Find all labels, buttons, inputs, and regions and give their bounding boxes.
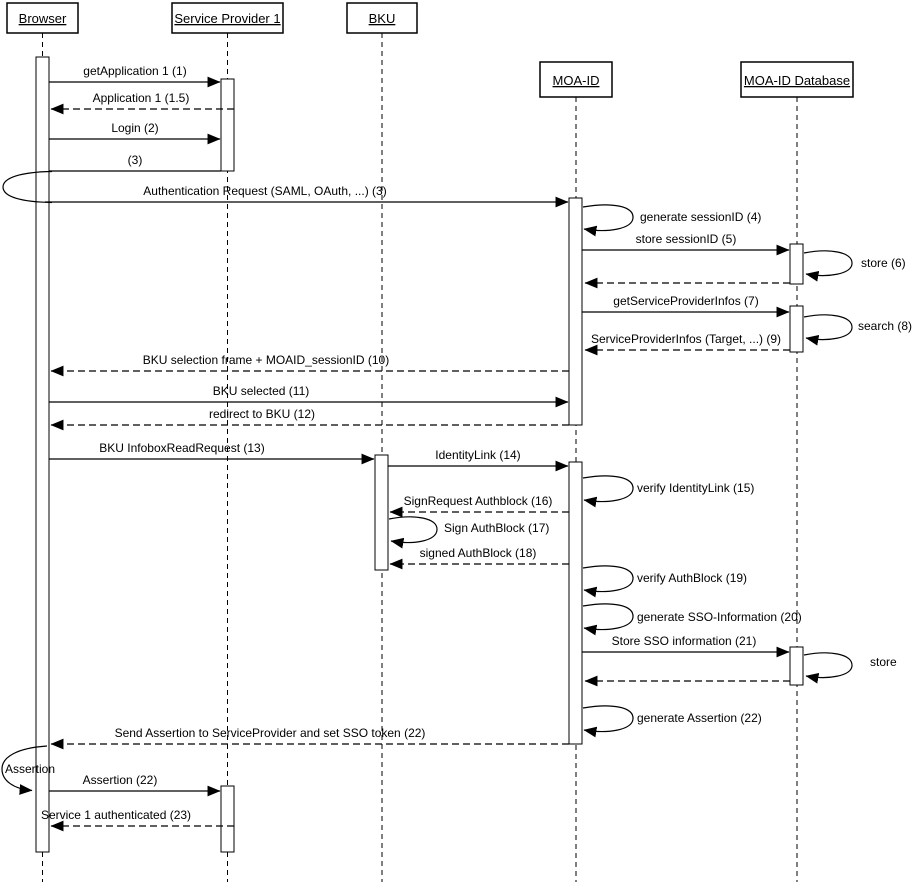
self-loop (583, 706, 633, 732)
msg-service-1-authenticated-23 (41, 808, 234, 826)
msg-bku-infoboxreadrequest-13 (49, 441, 374, 459)
msg-signrequest-authblock-16 (390, 494, 569, 512)
msg-assertion-22 (49, 773, 220, 791)
msg-label: BKU InfoboxReadRequest (13) (99, 441, 265, 455)
msg-label: generate sessionID (4) (640, 210, 762, 224)
msg-label: store sessionID (5) (635, 232, 737, 246)
activation-bku (375, 455, 388, 570)
messages (2, 64, 912, 826)
msg-label: Service 1 authenticated (23) (40, 808, 192, 822)
self-loop (804, 315, 852, 340)
msg-verify-identitylink-15 (583, 476, 754, 502)
msg-label: (3) (127, 153, 143, 167)
msg-identitylink-14 (388, 448, 568, 466)
actor-moa-id (540, 62, 612, 97)
activation-browser (36, 57, 49, 852)
msg-verify-authblock-19 (583, 566, 747, 592)
msg-label: BKU selected (11) (212, 384, 310, 398)
msg-label: search (8) (858, 319, 912, 333)
msg-label: redirect to BKU (12) (208, 407, 316, 421)
msg-label: Assertion (22) (82, 773, 158, 787)
msg-authentication-request-3 (45, 184, 568, 202)
msg-label: signed AuthBlock (18) (419, 546, 537, 560)
msg-label: generate Assertion (22) (637, 711, 762, 725)
msg-getserviceproviderinfos-7 (582, 294, 789, 312)
msg-label: Send Assertion to ServiceProvider and set SSO token (22) (114, 726, 426, 740)
msg-store-6 (804, 251, 906, 276)
msg-send-assertion-22 (51, 726, 569, 744)
msg-store-sessionid-5 (582, 232, 789, 250)
msg-store-sso-information-21 (582, 634, 789, 652)
self-loop (804, 653, 852, 678)
msg-bku-selected-11 (49, 384, 568, 402)
actor-browser-label: Browser (18, 11, 67, 26)
msg-sign-authblock-17 (389, 517, 549, 543)
msg-generate-sso-information-20 (583, 604, 802, 630)
self-loop (583, 604, 633, 630)
msg-label: Store SSO information (21) (611, 634, 757, 648)
actor-bku (347, 3, 417, 33)
msg-label: Authentication Request (SAML, OAuth, ...) (3) (143, 184, 387, 198)
msg-label: store (6) (861, 256, 906, 270)
msg-label: getApplication 1 (1) (83, 64, 187, 78)
msg-search-8 (804, 315, 912, 340)
msg-label: ServiceProviderInfos (Target, ...) (9) (590, 332, 782, 346)
msg-login-2 (49, 121, 220, 139)
msg-label: SignRequest Authblock (16) (403, 494, 553, 508)
lifelines (40, 33, 798, 882)
activation-service-provider-1-a (221, 79, 234, 171)
msg-label: verify IdentityLink (15) (637, 481, 755, 495)
msg-label: verify AuthBlock (19) (637, 571, 748, 585)
actor-moa-id-label: MOA-ID (552, 73, 600, 88)
msg-getapplication-1 (49, 64, 220, 82)
msg-redirect-to-bku-12 (51, 407, 569, 425)
msg-generate-sessionid-4 (583, 205, 761, 231)
activation-moa-id-a (569, 198, 582, 425)
msg-label: store (870, 655, 897, 669)
msg-label: BKU selection frame + MOAID_sessionID (10) (142, 353, 390, 367)
msg-signed-authblock-18 (390, 546, 569, 564)
msg-serviceproviderinfos-9 (585, 332, 790, 350)
msg-store-sso (804, 653, 897, 678)
msg-application-1-5 (51, 91, 234, 109)
activation-service-provider-1-b (221, 786, 234, 852)
actor-moa-id-database-label: MOA-ID Database (743, 73, 851, 88)
msg-label: getServiceProviderInfos (7) (613, 294, 759, 308)
msg-label: IdentityLink (14) (435, 448, 521, 462)
self-loop (583, 476, 633, 502)
actor-moa-id-database (741, 62, 853, 97)
activation-db-b (790, 306, 803, 352)
msg-label: generate SSO-Information (20) (637, 610, 802, 624)
actor-service-provider-1-label: Service Provider 1 (174, 11, 281, 26)
msg-generate-assertion-22 (583, 706, 762, 732)
actor-headers (7, 3, 853, 97)
activation-db-c (790, 647, 803, 685)
self-loop (389, 517, 437, 543)
msg-label: Login (2) (111, 121, 159, 135)
self-loop (583, 205, 633, 231)
activation-moa-id-b (569, 462, 582, 744)
activation-db-a (790, 244, 803, 284)
msg-bku-selection-frame-10 (51, 353, 569, 371)
actor-bku-label: BKU (368, 11, 396, 26)
msg-label: Sign AuthBlock (17) (444, 521, 550, 535)
msg-label: Assertion (5, 762, 56, 776)
self-loop (583, 566, 633, 592)
msg-label: Application 1 (1.5) (92, 91, 190, 105)
actor-service-provider-1 (172, 3, 283, 33)
self-loop (804, 251, 852, 276)
actor-browser (7, 3, 78, 33)
